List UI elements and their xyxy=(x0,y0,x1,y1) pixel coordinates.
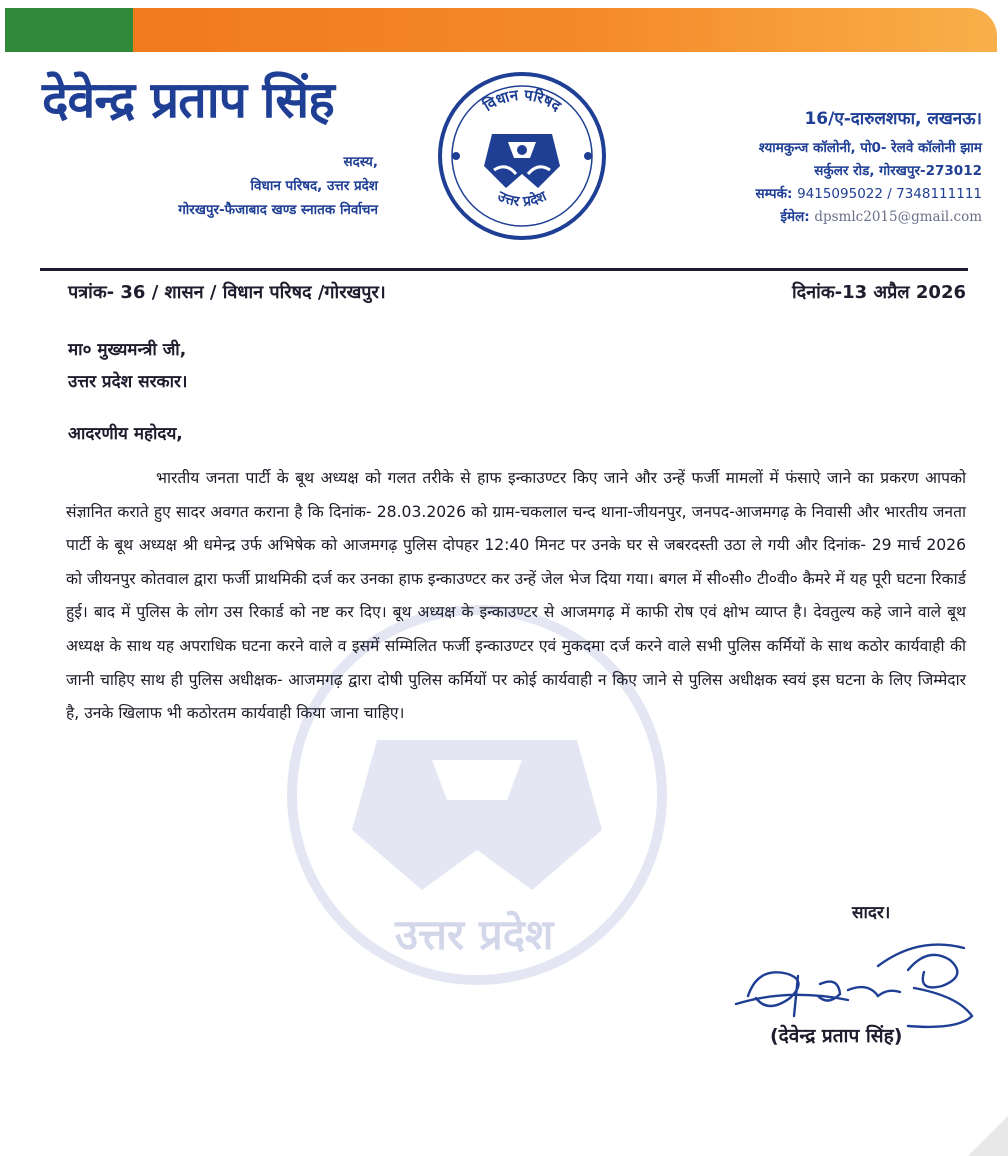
closing-sadar: सादर। xyxy=(852,903,891,923)
letterhead-color-band xyxy=(5,8,997,52)
phone-numbers: 9415095022 / 7348111111 xyxy=(797,186,982,202)
member-designation xyxy=(178,150,378,222)
recipient-line-2: उत्तर प्रदेश सरकार। xyxy=(68,372,188,392)
contact-label: सम्पर्क: xyxy=(755,186,793,202)
letter-date: दिनांक-13 अप्रैल 2026 xyxy=(791,282,966,303)
designation-line-1: सदस्य, xyxy=(343,154,378,170)
address-line-1: 16/ए-दारुलशफा, लखनऊ। xyxy=(804,109,982,129)
email-line xyxy=(756,206,983,229)
handwritten-signature xyxy=(728,926,978,1036)
header-divider xyxy=(40,268,968,271)
letterhead-name: देवेन्द्र प्रताप सिंह xyxy=(42,71,334,129)
email-label: ईमेल: xyxy=(780,209,810,225)
watermark-text: उत्तर प्रदेश xyxy=(395,910,554,959)
address-line-3: सर्कुलर रोड, गोरखपुर-273012 xyxy=(814,163,982,179)
contact-line xyxy=(756,183,983,206)
recipient-line-1: मा० मुख्यमन्त्री जी, xyxy=(68,340,187,360)
designation-line-3: गोरखपुर-फैजाबाद खण्ड स्नातक निर्वाचन xyxy=(178,202,378,218)
address-line-2: श्यामकुन्ज कॉलोनी, पो0- रेलवे कॉलोनी झाम xyxy=(758,140,982,156)
letter-body: भारतीय जनता पार्टी के बूथ अध्यक्ष को गलत तरीके से हाफ इन्काउण्टर किए जाने और उन्हें फर्जी मामलों में फंसाऐ जाने का प्रकरण आपको संज्ञानित कराते हुए सादर अवगत कराना है कि दिनांक- 28.03.2026 को ग्राम-चकलाल चन्द थाना-जीयनपुर, जनपद-आजमगढ़ के निवासी और भारतीय जनता पार्टी के बूथ अध्यक्ष श्री धमेन्द्र उर्फ अभिषेक को आजमगढ़ पुलिस दोपहर 12:40 मिनट पर उनके घर से जबरदस्ती उठा ले गयी और दिनांक- 29 मार्च 2026 को जीयनपुर कोतवाल द्वारा फर्जी प्राथमिकी दर्ज कर उनका हाफ इन्काउण्टर कर उन्हें जेल भेज दिया गया। बगल में सी०सी० टी०वी० कैमरे में यह पूरी घटना रिकार्ड हुई। बाद में पुलिस के लोग उस रिकार्ड को नष्ट कर दिए। बूथ अध्यक्ष के इन्काउण्टर से आजमगढ़ में काफी रोष एवं क्षोभ व्याप्त है। देवतुल्य कहे जाने वाले बूथ अध्यक्ष के साथ यह अपराधिक घटना करने वाले व इसमें सम्मिलित फर्जी इन्काउण्टर एवं मुकदमा दर्ज करने वाले सभी पुलिस कर्मियों के साथ कठोर कार्यवाही की जानी चाहिए साथ ही पुलिस अधीक्षक- आजमगढ़ द्वारा दोषी पुलिस कर्मियों पर कोई कार्यवाही न किए जाने से पुलिस अधीक्षक स्वयं इस घटना के लिए जिम्मेदार है, उनके खिलाफ भी कठोरतम कार्यवाही किया जाना चाहिए। xyxy=(66,469,966,723)
recipient-address xyxy=(68,334,187,398)
signer-name: (देवेन्द्र प्रताप सिंह) xyxy=(770,1025,903,1047)
emblem-top-text: विधान परिषद xyxy=(480,85,565,116)
designation-line-2: विधान परिषद, उत्तर प्रदेश xyxy=(250,178,378,194)
salutation: आदरणीय महोदय, xyxy=(68,424,183,444)
emblem-bottom-text: उत्तर प्रदेश xyxy=(494,188,550,211)
email-address: dpsmlc2015@gmail.com xyxy=(814,209,982,225)
letter-reference-number: पत्रांक- 36 / शासन / विधान परिषद /गोरखपुर। xyxy=(68,282,386,303)
page-curl xyxy=(968,1116,1008,1156)
up-emblem-logo xyxy=(436,70,608,242)
contact-block xyxy=(756,108,983,229)
